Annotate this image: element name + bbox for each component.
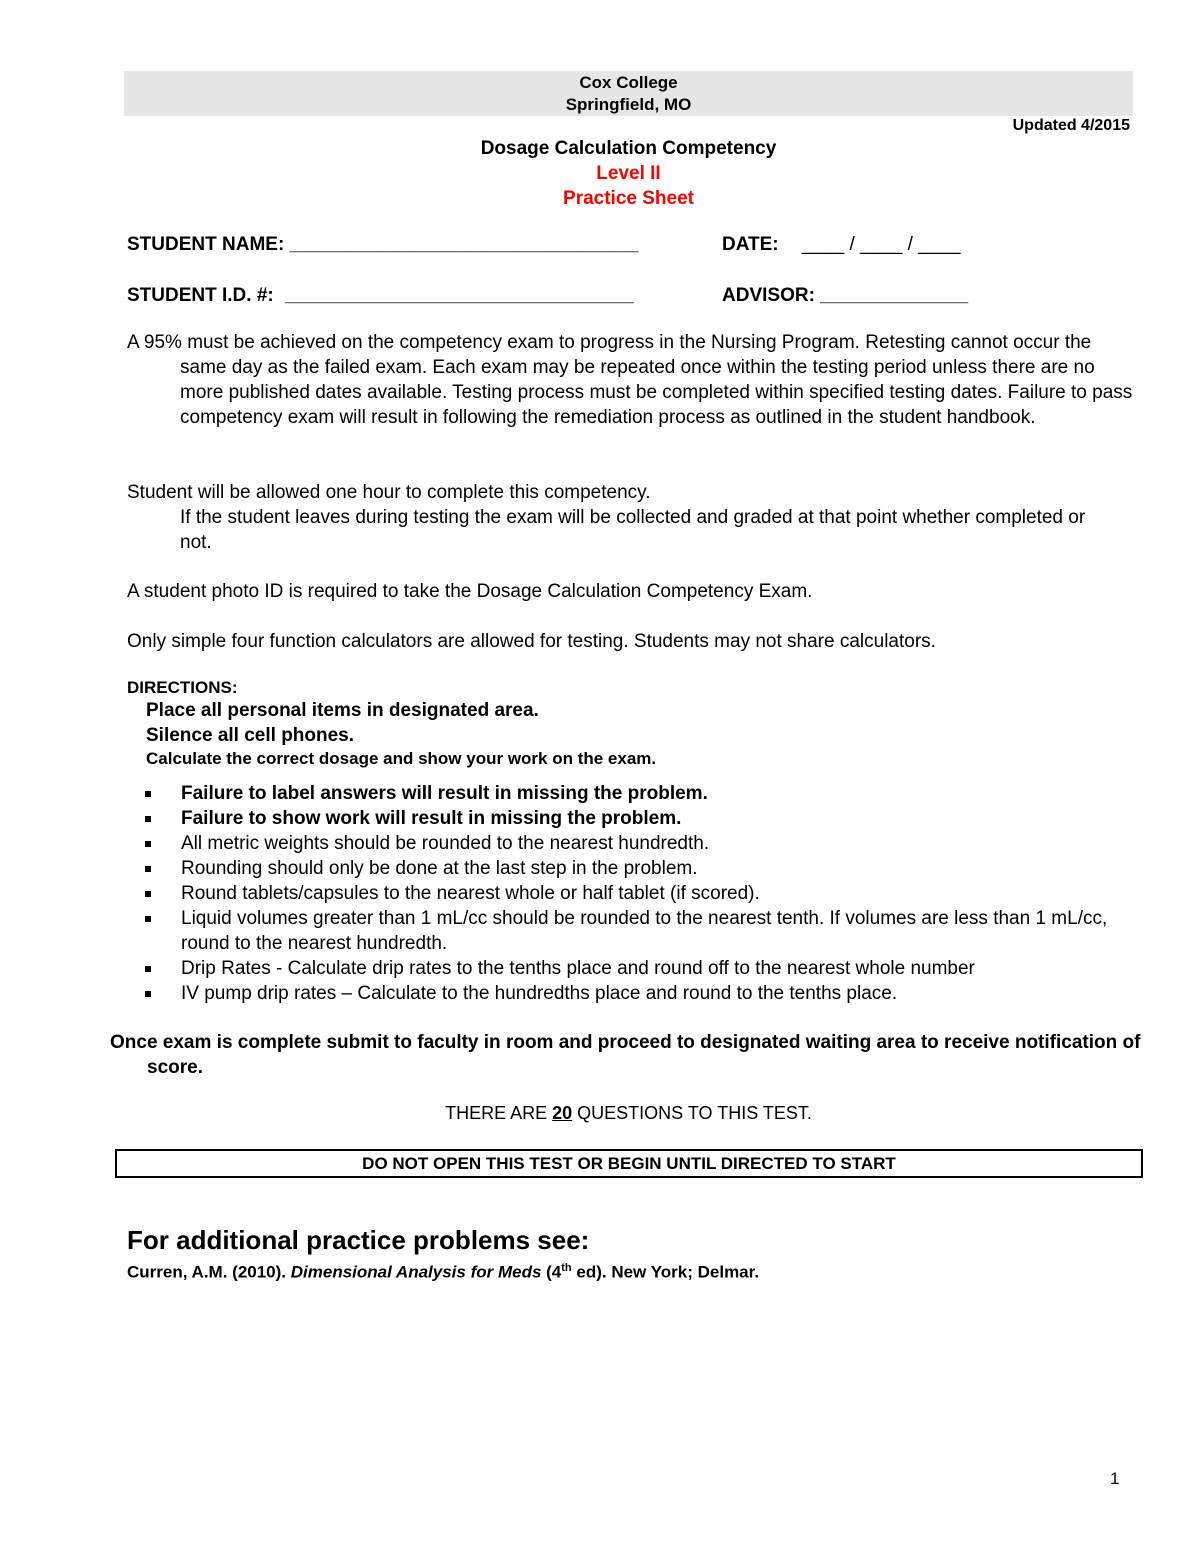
list-item: Failure to label answers will result in missing the problem.	[145, 781, 1130, 806]
reference-citation: Curren, A.M. (2010). Dimensional Analysis for Meds (4th ed). New York; Delmar.	[127, 1262, 760, 1282]
question-count: 20	[552, 1103, 573, 1123]
bullet-icon	[145, 841, 151, 847]
college-name: Cox College	[579, 73, 678, 92]
advisor-label: ADVISOR:	[722, 285, 815, 306]
practice-heading: For additional practice problems see:	[127, 1225, 590, 1255]
rules-list	[145, 781, 1130, 1006]
student-name-field[interactable]	[127, 233, 638, 257]
list-item: Drip Rates - Calculate drip rates to the tenths place and round off to the nearest whole number	[145, 956, 1130, 981]
advisor-field[interactable]	[722, 284, 968, 308]
calculator-policy-text: Only simple four function calculators are allowed for testing. Students may not share calculators.	[127, 631, 936, 652]
student-name-blank[interactable]: _________________________________	[289, 234, 639, 255]
student-id-blank[interactable]: _________________________________	[285, 285, 634, 306]
bullet-icon	[145, 791, 151, 797]
time-limit-text: Student will be allowed one hour to complete this competency.	[127, 482, 651, 503]
student-name-label: STUDENT NAME:	[127, 234, 285, 255]
directions-line-cell-phones: Silence all cell phones.	[146, 725, 355, 746]
date-label: DATE:	[722, 234, 779, 255]
passing-requirement-paragraph: A 95% must be achieved on the competency exam to progress in the Nursing Program. Retesting cannot occur the same day as the failed exam. Each exam may be repeated once within the testing period unless there are no more published dates available. Testing process must be completed within specified testing dates. Failure to pass competency exam will result in following the remediation process as outlined in the student handbook.	[127, 332, 1133, 428]
list-item: Round tablets/capsules to the nearest whole or half tablet (if scored).	[145, 881, 1130, 906]
list-item: IV pump drip rates – Calculate to the hundredths place and round to the tenths place.	[145, 981, 1130, 1006]
submission-instructions: Once exam is complete submit to faculty in room and proceed to designated waiting area to receive notification of score.	[110, 1032, 1141, 1078]
do-not-open-warning: DO NOT OPEN THIS TEST OR BEGIN UNTIL DIRECTED TO START	[115, 1149, 1143, 1178]
directions-line-personal-items: Place all personal items in designated area.	[146, 700, 539, 721]
bullet-icon	[145, 916, 151, 922]
student-id-field[interactable]	[127, 284, 634, 308]
bullet-icon	[145, 816, 151, 822]
date-blank[interactable]: ____ / ____ / ____	[801, 234, 961, 255]
student-id-label: STUDENT I.D. #:	[127, 285, 274, 306]
updated-date: Updated 4/2015	[1012, 117, 1130, 134]
directions-line-calculate: Calculate the correct dosage and show your work on the exam.	[146, 749, 657, 768]
page-number: 1	[1110, 1469, 1120, 1488]
list-item: Liquid volumes greater than 1 mL/cc should be rounded to the nearest tenth. If volumes are less than 1 mL/cc, round to the nearest hundredth.	[145, 906, 1130, 956]
question-count-line: THERE ARE 20 QUESTIONS TO THIS TEST.	[445, 1103, 812, 1123]
leave-policy-text: If the student leaves during testing the exam will be collected and graded at that point whether completed or not.	[180, 507, 1086, 553]
bullet-icon	[145, 866, 151, 872]
photo-id-text: A student photo ID is required to take the Dosage Calculation Competency Exam.	[127, 581, 813, 602]
list-item: Failure to show work will result in missing the problem.	[145, 806, 1130, 831]
page-title: Dosage Calculation Competency	[480, 138, 777, 159]
advisor-blank[interactable]: ______________	[820, 285, 969, 306]
list-item: Rounding should only be done at the last step in the problem.	[145, 856, 1130, 881]
level-subtitle: Level II	[596, 163, 661, 184]
bullet-icon	[145, 991, 151, 997]
college-location: Springfield, MO	[565, 95, 692, 114]
practice-sheet-subtitle: Practice Sheet	[563, 188, 694, 209]
list-item: All metric weights should be rounded to the nearest hundredth.	[145, 831, 1130, 856]
date-field[interactable]	[722, 233, 960, 257]
bullet-icon	[145, 891, 151, 897]
reference-title: Dimensional Analysis for Meds	[290, 1262, 542, 1282]
bullet-icon	[145, 966, 151, 972]
directions-heading: DIRECTIONS:	[127, 678, 238, 697]
